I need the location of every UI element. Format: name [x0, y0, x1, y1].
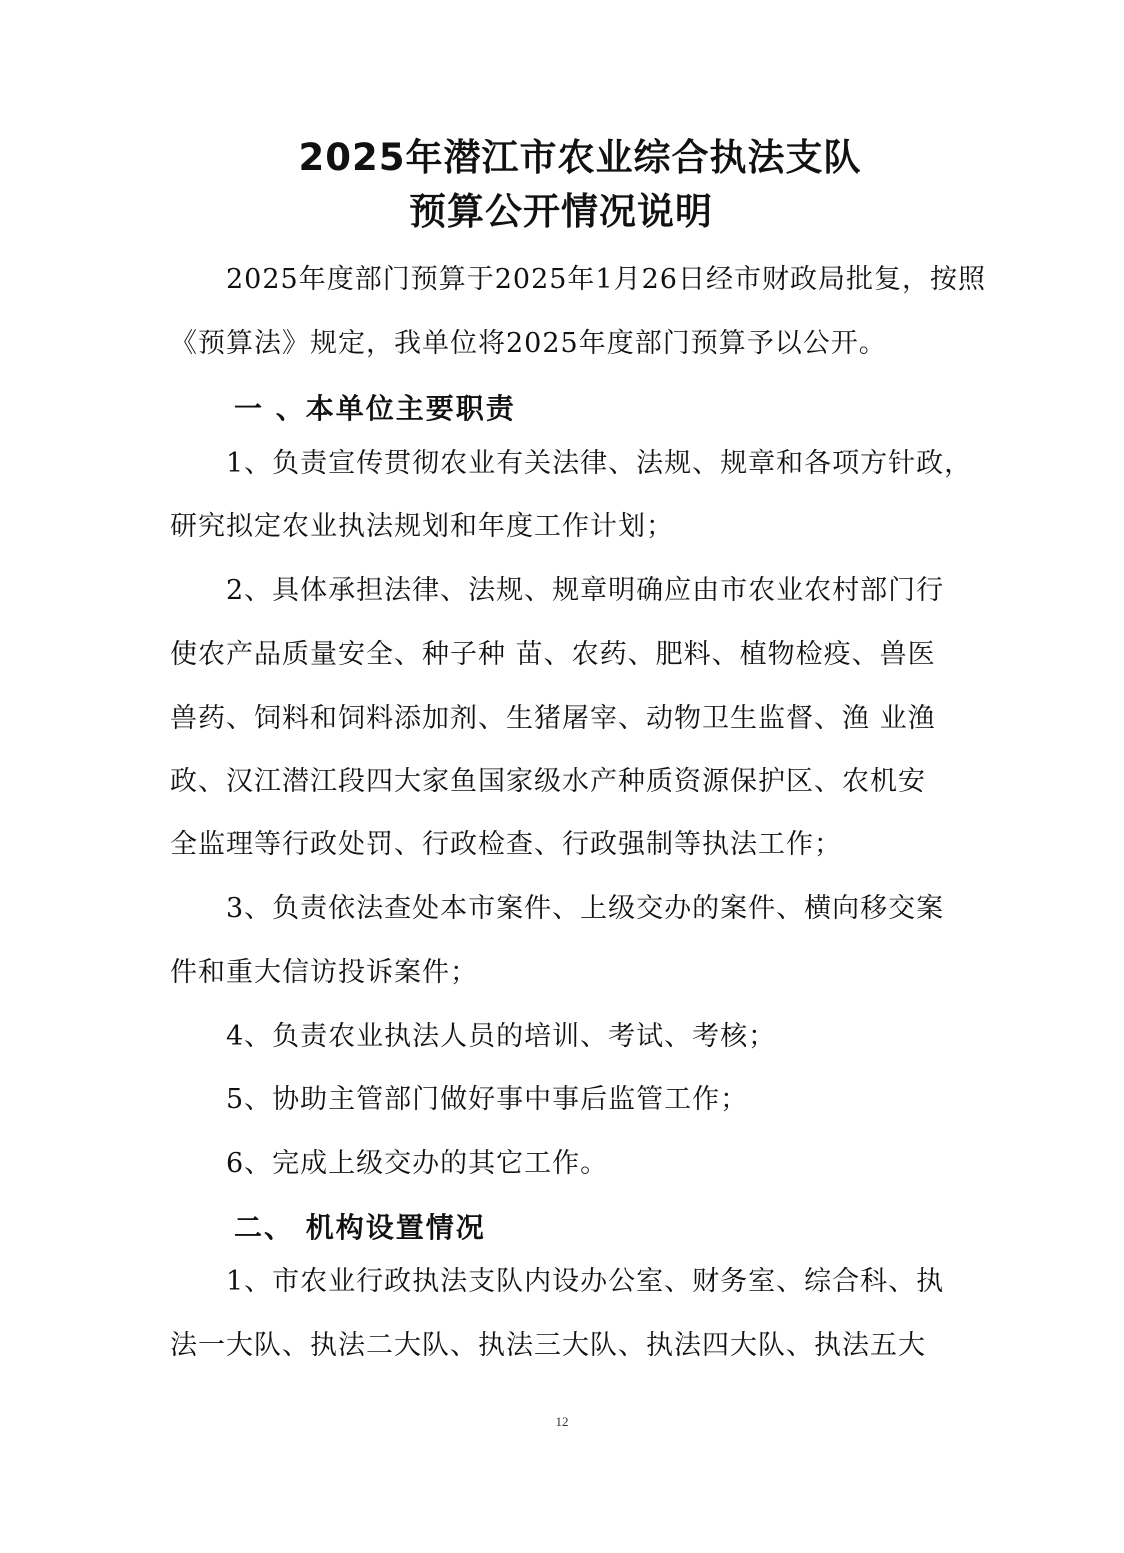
section-1-line: 1、负责宣传贯彻农业有关法律、法规、规章和各项方针政，	[226, 448, 973, 479]
section-1-line: 6、完成上级交办的其它工作。	[226, 1148, 609, 1179]
document-title-line-2: 预算公开情况说明	[409, 190, 713, 233]
section-1-line: 3、负责依法查处本市案件、上级交办的案件、横向移交案	[226, 893, 945, 924]
section-2-heading: 二、 机构设置情况	[234, 1211, 486, 1244]
section-1-line: 使农产品质量安全、种子种 苗、农药、肥料、植物检疫、兽医	[170, 639, 936, 670]
section-1-heading: 一 、本单位主要职责	[234, 392, 516, 425]
section-2-line: 1、市农业行政执法支队内设办公室、财务室、综合科、执	[226, 1266, 945, 1297]
intro-line-2: 《预算法》规定，我单位将2025年度部门预算予以公开。	[170, 328, 887, 359]
section-1-line: 4、负责农业执法人员的培训、考试、考核；	[226, 1021, 777, 1052]
section-2-line: 法一大队、执法二大队、执法三大队、执法四大队、执法五大	[170, 1330, 926, 1361]
page-number: 12	[555, 1414, 569, 1429]
document-title-line-1: 2025年潜江市农业综合执法支队	[298, 136, 862, 179]
section-1-line: 5、协助主管部门做好事中事后监管工作；	[226, 1084, 749, 1115]
section-1-line: 件和重大信访投诉案件；	[170, 957, 478, 988]
intro-line-1: 2025年度部门预算于2025年1月26日经市财政局批复，按照	[226, 264, 986, 295]
section-1-line: 兽药、饲料和饲料添加剂、生猪屠宰、动物卫生监督、渔 业渔	[170, 703, 936, 734]
section-1-line: 2、具体承担法律、法规、规章明确应由市农业农村部门行	[226, 575, 945, 606]
section-1-line: 全监理等行政处罚、行政检查、行政强制等执法工作；	[170, 829, 842, 860]
section-1-line: 政、汉江潜江段四大家鱼国家级水产种质资源保护区、农机安	[170, 766, 926, 797]
section-1-line: 研究拟定农业执法规划和年度工作计划；	[170, 511, 674, 542]
